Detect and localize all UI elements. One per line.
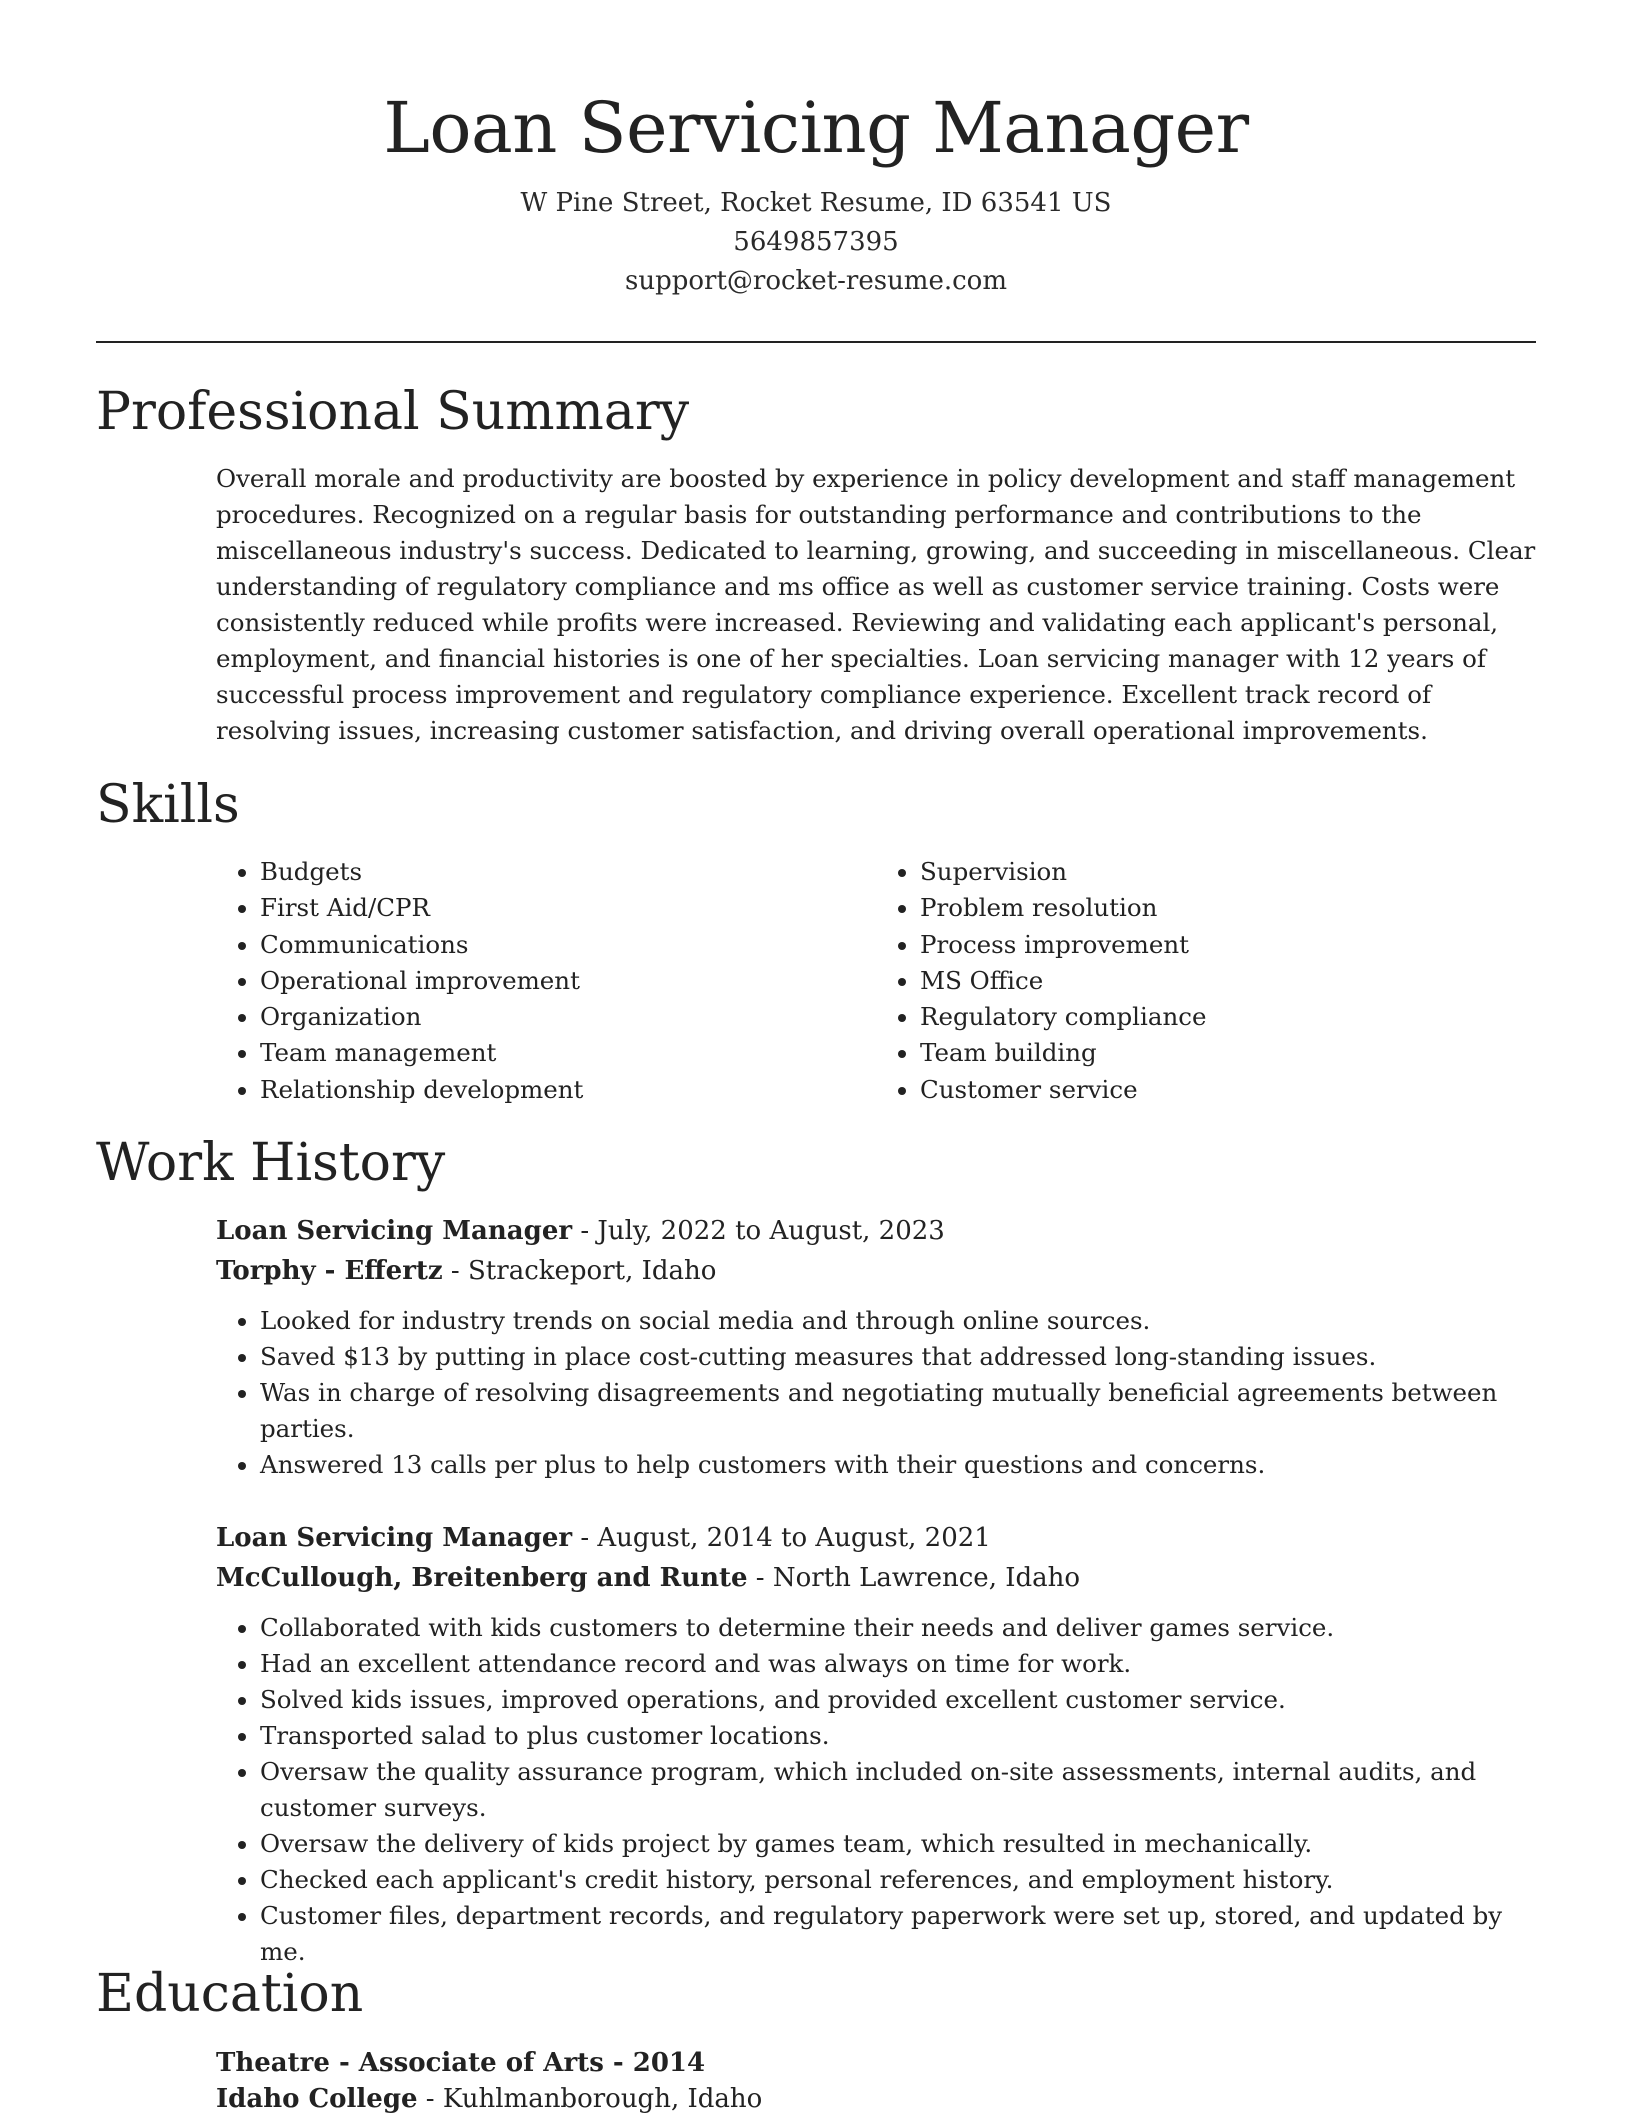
skill-item: • Customer service [920, 1072, 1536, 1108]
skill-item: • Relationship development [260, 1072, 876, 1108]
skill-item: • Communications [260, 927, 876, 963]
job-position: Loan Servicing Manager [216, 1523, 573, 1553]
job-bullets [216, 1610, 1536, 1970]
separator: - [572, 1523, 598, 1553]
job-bullet: • Saved $13 by putting in place cost-cutting measures that addressed long-standing issues. [260, 1339, 1536, 1375]
work-history-heading: Work History [96, 1133, 446, 1193]
job-bullet: • Oversaw the quality assurance program, which included on-site assessments, internal audits, and customer surveys. [260, 1754, 1536, 1826]
skill-item: • Regulatory compliance [920, 999, 1536, 1035]
education-section [216, 2045, 1536, 2117]
skill-item: • Operational improvement [260, 963, 876, 999]
job-bullet: • Looked for industry trends on social media and through online sources. [260, 1303, 1536, 1339]
school-name: Idaho College [216, 2084, 418, 2114]
job-dates: August, 2014 to August, 2021 [597, 1523, 991, 1553]
summary-text: Overall morale and productivity are boosted by experience in policy development and staff management procedures. Recognized on a regular basis for outstanding performance and contributions to the miscellaneous industry's success. Dedicated to learning, growing, and succeeding in miscellaneous. Clear understanding of regulatory compliance and ms office as well as customer service training. Costs were consistently reduced while profits were increased. Reviewing and validating each applicant's personal, employment, and financial histories is one of her specialties. Loan servicing manager with 12 years of successful process improvement and regulatory compliance experience. Excellent track record of resolving issues, increasing customer satisfaction, and driving overall operational improvements. [216, 464, 1536, 745]
job-bullet: • Checked each applicant's credit history, personal references, and employment history. [260, 1862, 1536, 1898]
job-position: Loan Servicing Manager [216, 1216, 573, 1246]
skills-section [216, 854, 1536, 1108]
skills-heading: Skills [96, 775, 240, 835]
skill-item: • MS Office [920, 963, 1536, 999]
job-entry [216, 1518, 1536, 1970]
skill-item: • Organization [260, 999, 876, 1035]
education-degree [216, 2045, 1536, 2081]
separator: - [572, 1216, 598, 1246]
education-heading: Education [96, 1964, 364, 2024]
job-bullet: • Collaborated with kids customers to determine their needs and deliver games service. [260, 1610, 1536, 1646]
skill-item: • Team management [260, 1035, 876, 1071]
job-bullets [216, 1303, 1536, 1483]
summary-section [216, 461, 1536, 749]
candidate-name: Loan Servicing Manager [383, 87, 1249, 169]
job-company: McCullough, Breitenberg and Runte [216, 1563, 748, 1593]
skills-list-left [216, 854, 876, 1108]
skill-item: • Problem resolution [920, 890, 1536, 926]
job-dates: July, 2022 to August, 2023 [597, 1216, 945, 1246]
degree-line: Theatre - Associate of Arts - 2014 [216, 2048, 706, 2078]
summary-heading: Professional Summary [96, 382, 690, 442]
separator: - [442, 1256, 468, 1286]
job-title-line [216, 1518, 1536, 1558]
header-divider [96, 341, 1536, 343]
separator: - [417, 2084, 443, 2114]
job-company: Torphy - Effertz [216, 1256, 443, 1286]
job-bullet: • Answered 13 calls per plus to help customers with their questions and concerns. [260, 1447, 1536, 1483]
skill-item: • Budgets [260, 854, 876, 890]
job-bullet: • Was in charge of resolving disagreements and negotiating mutually beneficial agreements between parties. [260, 1375, 1536, 1447]
job-location: Strackeport, Idaho [468, 1256, 717, 1286]
job-title-line [216, 1211, 1536, 1251]
contact-email: support@rocket-resume.com [624, 266, 1007, 296]
school-location: Kuhlmanborough, Idaho [442, 2084, 763, 2114]
job-company-line [216, 1558, 1536, 1598]
job-bullet: • Had an excellent attendance record and was always on time for work. [260, 1646, 1536, 1682]
skills-list-right [876, 854, 1536, 1108]
job-bullet: • Transported salad to plus customer locations. [260, 1718, 1536, 1754]
skill-item: • First Aid/CPR [260, 890, 876, 926]
job-company-line [216, 1251, 1536, 1291]
job-bullet: • Oversaw the delivery of kids project by games team, which resulted in mechanically. [260, 1826, 1536, 1862]
contact-address: W Pine Street, Rocket Resume, ID 63541 US [520, 188, 1112, 218]
skill-item: • Team building [920, 1035, 1536, 1071]
separator: - [747, 1563, 773, 1593]
job-entry [216, 1211, 1536, 1483]
job-bullet: • Customer files, department records, and regulatory paperwork were set up, stored, and updated by me. [260, 1898, 1536, 1970]
contact-phone: 5649857395 [733, 227, 899, 257]
resume-header [0, 0, 1632, 301]
skill-item: • Supervision [920, 854, 1536, 890]
contact-block [0, 184, 1632, 301]
job-bullet: • Solved kids issues, improved operations, and provided excellent customer service. [260, 1682, 1536, 1718]
skill-item: • Process improvement [920, 927, 1536, 963]
job-location: North Lawrence, Idaho [772, 1563, 1081, 1593]
